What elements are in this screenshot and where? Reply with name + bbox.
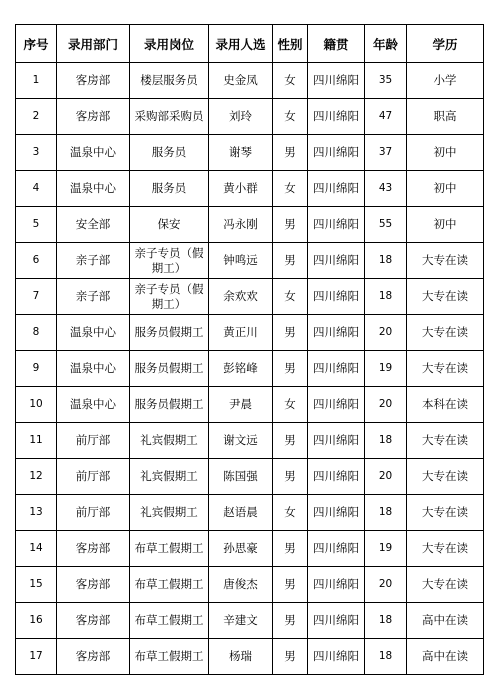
cell-candidate: 孙思豪 (209, 531, 273, 567)
table-row (16, 315, 484, 351)
cell-native-place: 四川绵阳 (308, 495, 365, 531)
cell-education: 初中 (407, 171, 484, 207)
cell-education: 大专在读 (407, 459, 484, 495)
cell-age: 18 (365, 495, 407, 531)
cell-gender: 男 (273, 315, 308, 351)
header-age: 年龄 (365, 25, 407, 63)
hiring-table (15, 24, 484, 675)
cell-department: 客房部 (57, 603, 130, 639)
cell-candidate: 杨瑞 (209, 639, 273, 675)
cell-department: 前厅部 (57, 423, 130, 459)
cell-education: 初中 (407, 135, 484, 171)
cell-native-place: 四川绵阳 (308, 531, 365, 567)
table-row (16, 387, 484, 423)
cell-department: 温泉中心 (57, 351, 130, 387)
table-row (16, 639, 484, 675)
cell-candidate: 赵语晨 (209, 495, 273, 531)
cell-index: 9 (16, 351, 57, 387)
cell-education: 大专在读 (407, 315, 484, 351)
cell-age: 19 (365, 531, 407, 567)
table-row (16, 423, 484, 459)
cell-index: 7 (16, 279, 57, 315)
cell-index: 12 (16, 459, 57, 495)
cell-index: 1 (16, 63, 57, 99)
cell-candidate: 谢琴 (209, 135, 273, 171)
cell-candidate: 辛建文 (209, 603, 273, 639)
cell-index: 3 (16, 135, 57, 171)
cell-candidate: 陈国强 (209, 459, 273, 495)
cell-native-place: 四川绵阳 (308, 603, 365, 639)
table-row (16, 135, 484, 171)
cell-native-place: 四川绵阳 (308, 99, 365, 135)
cell-department: 亲子部 (57, 243, 130, 279)
cell-education: 大专在读 (407, 531, 484, 567)
cell-gender: 男 (273, 207, 308, 243)
cell-position: 楼层服务员 (130, 63, 209, 99)
cell-native-place: 四川绵阳 (308, 567, 365, 603)
cell-index: 10 (16, 387, 57, 423)
cell-department: 客房部 (57, 567, 130, 603)
cell-age: 18 (365, 603, 407, 639)
cell-gender: 男 (273, 459, 308, 495)
header-row (16, 25, 484, 63)
table-row (16, 279, 484, 315)
cell-education: 大专在读 (407, 495, 484, 531)
header-position: 录用岗位 (130, 25, 209, 63)
cell-native-place: 四川绵阳 (308, 351, 365, 387)
cell-age: 35 (365, 63, 407, 99)
cell-position: 服务员假期工 (130, 387, 209, 423)
cell-position: 礼宾假期工 (130, 495, 209, 531)
cell-candidate: 黄小群 (209, 171, 273, 207)
cell-education: 高中在读 (407, 603, 484, 639)
cell-gender: 男 (273, 531, 308, 567)
cell-department: 客房部 (57, 99, 130, 135)
cell-department: 亲子部 (57, 279, 130, 315)
cell-age: 20 (365, 315, 407, 351)
cell-position: 礼宾假期工 (130, 459, 209, 495)
cell-education: 大专在读 (407, 279, 484, 315)
cell-candidate: 刘玲 (209, 99, 273, 135)
cell-age: 20 (365, 387, 407, 423)
cell-native-place: 四川绵阳 (308, 423, 365, 459)
cell-gender: 男 (273, 567, 308, 603)
cell-department: 温泉中心 (57, 171, 130, 207)
cell-position: 布草工假期工 (130, 531, 209, 567)
cell-index: 8 (16, 315, 57, 351)
cell-candidate: 唐俊杰 (209, 567, 273, 603)
cell-index: 11 (16, 423, 57, 459)
cell-gender: 女 (273, 279, 308, 315)
cell-position: 布草工假期工 (130, 639, 209, 675)
cell-native-place: 四川绵阳 (308, 135, 365, 171)
cell-education: 大专在读 (407, 243, 484, 279)
cell-candidate: 冯永刚 (209, 207, 273, 243)
table-header (16, 25, 484, 63)
header-native-place: 籍贯 (308, 25, 365, 63)
cell-education: 大专在读 (407, 567, 484, 603)
cell-index: 17 (16, 639, 57, 675)
cell-candidate: 黄正川 (209, 315, 273, 351)
cell-age: 18 (365, 639, 407, 675)
header-education: 学历 (407, 25, 484, 63)
cell-education: 高中在读 (407, 639, 484, 675)
cell-position: 布草工假期工 (130, 603, 209, 639)
cell-gender: 男 (273, 639, 308, 675)
cell-candidate: 余欢欢 (209, 279, 273, 315)
cell-department: 客房部 (57, 639, 130, 675)
cell-gender: 男 (273, 603, 308, 639)
cell-gender: 男 (273, 351, 308, 387)
cell-index: 15 (16, 567, 57, 603)
header-index: 序号 (16, 25, 57, 63)
cell-age: 20 (365, 459, 407, 495)
cell-native-place: 四川绵阳 (308, 639, 365, 675)
table-row (16, 243, 484, 279)
cell-native-place: 四川绵阳 (308, 171, 365, 207)
table-row (16, 495, 484, 531)
cell-department: 温泉中心 (57, 315, 130, 351)
cell-department: 安全部 (57, 207, 130, 243)
cell-age: 18 (365, 279, 407, 315)
cell-position: 亲子专员（假期工） (130, 279, 209, 315)
cell-department: 温泉中心 (57, 387, 130, 423)
table-body (16, 63, 484, 675)
cell-gender: 女 (273, 495, 308, 531)
cell-department: 温泉中心 (57, 135, 130, 171)
cell-age: 19 (365, 351, 407, 387)
cell-gender: 女 (273, 171, 308, 207)
cell-position: 礼宾假期工 (130, 423, 209, 459)
cell-native-place: 四川绵阳 (308, 63, 365, 99)
cell-age: 37 (365, 135, 407, 171)
cell-candidate: 尹晨 (209, 387, 273, 423)
cell-native-place: 四川绵阳 (308, 315, 365, 351)
cell-index: 4 (16, 171, 57, 207)
cell-gender: 女 (273, 99, 308, 135)
cell-native-place: 四川绵阳 (308, 459, 365, 495)
table-row (16, 567, 484, 603)
cell-education: 大专在读 (407, 351, 484, 387)
cell-index: 5 (16, 207, 57, 243)
cell-age: 18 (365, 243, 407, 279)
table-row (16, 207, 484, 243)
cell-position: 服务员假期工 (130, 315, 209, 351)
cell-department: 前厅部 (57, 459, 130, 495)
cell-native-place: 四川绵阳 (308, 387, 365, 423)
cell-department: 客房部 (57, 531, 130, 567)
cell-candidate: 史金凤 (209, 63, 273, 99)
table-row (16, 63, 484, 99)
cell-candidate: 彭铭峰 (209, 351, 273, 387)
cell-age: 18 (365, 423, 407, 459)
cell-position: 服务员 (130, 135, 209, 171)
cell-department: 客房部 (57, 63, 130, 99)
table-row (16, 459, 484, 495)
cell-gender: 男 (273, 423, 308, 459)
cell-index: 14 (16, 531, 57, 567)
cell-native-place: 四川绵阳 (308, 279, 365, 315)
header-gender: 性别 (273, 25, 308, 63)
cell-index: 2 (16, 99, 57, 135)
cell-education: 职高 (407, 99, 484, 135)
table-row (16, 171, 484, 207)
cell-candidate: 谢文远 (209, 423, 273, 459)
cell-position: 服务员 (130, 171, 209, 207)
cell-gender: 男 (273, 243, 308, 279)
header-department: 录用部门 (57, 25, 130, 63)
cell-index: 6 (16, 243, 57, 279)
table-row (16, 351, 484, 387)
cell-position: 采购部采购员 (130, 99, 209, 135)
cell-education: 本科在读 (407, 387, 484, 423)
table-row (16, 531, 484, 567)
cell-age: 55 (365, 207, 407, 243)
cell-position: 服务员假期工 (130, 351, 209, 387)
cell-education: 大专在读 (407, 423, 484, 459)
cell-gender: 男 (273, 135, 308, 171)
cell-age: 20 (365, 567, 407, 603)
cell-index: 13 (16, 495, 57, 531)
table-row (16, 99, 484, 135)
header-candidate: 录用人选 (209, 25, 273, 63)
cell-candidate: 钟鸣远 (209, 243, 273, 279)
cell-education: 小学 (407, 63, 484, 99)
cell-gender: 女 (273, 63, 308, 99)
cell-native-place: 四川绵阳 (308, 207, 365, 243)
cell-position: 亲子专员（假期工） (130, 243, 209, 279)
cell-age: 47 (365, 99, 407, 135)
cell-native-place: 四川绵阳 (308, 243, 365, 279)
cell-index: 16 (16, 603, 57, 639)
cell-education: 初中 (407, 207, 484, 243)
cell-gender: 女 (273, 387, 308, 423)
cell-age: 43 (365, 171, 407, 207)
cell-position: 布草工假期工 (130, 567, 209, 603)
cell-department: 前厅部 (57, 495, 130, 531)
cell-position: 保安 (130, 207, 209, 243)
table-row (16, 603, 484, 639)
